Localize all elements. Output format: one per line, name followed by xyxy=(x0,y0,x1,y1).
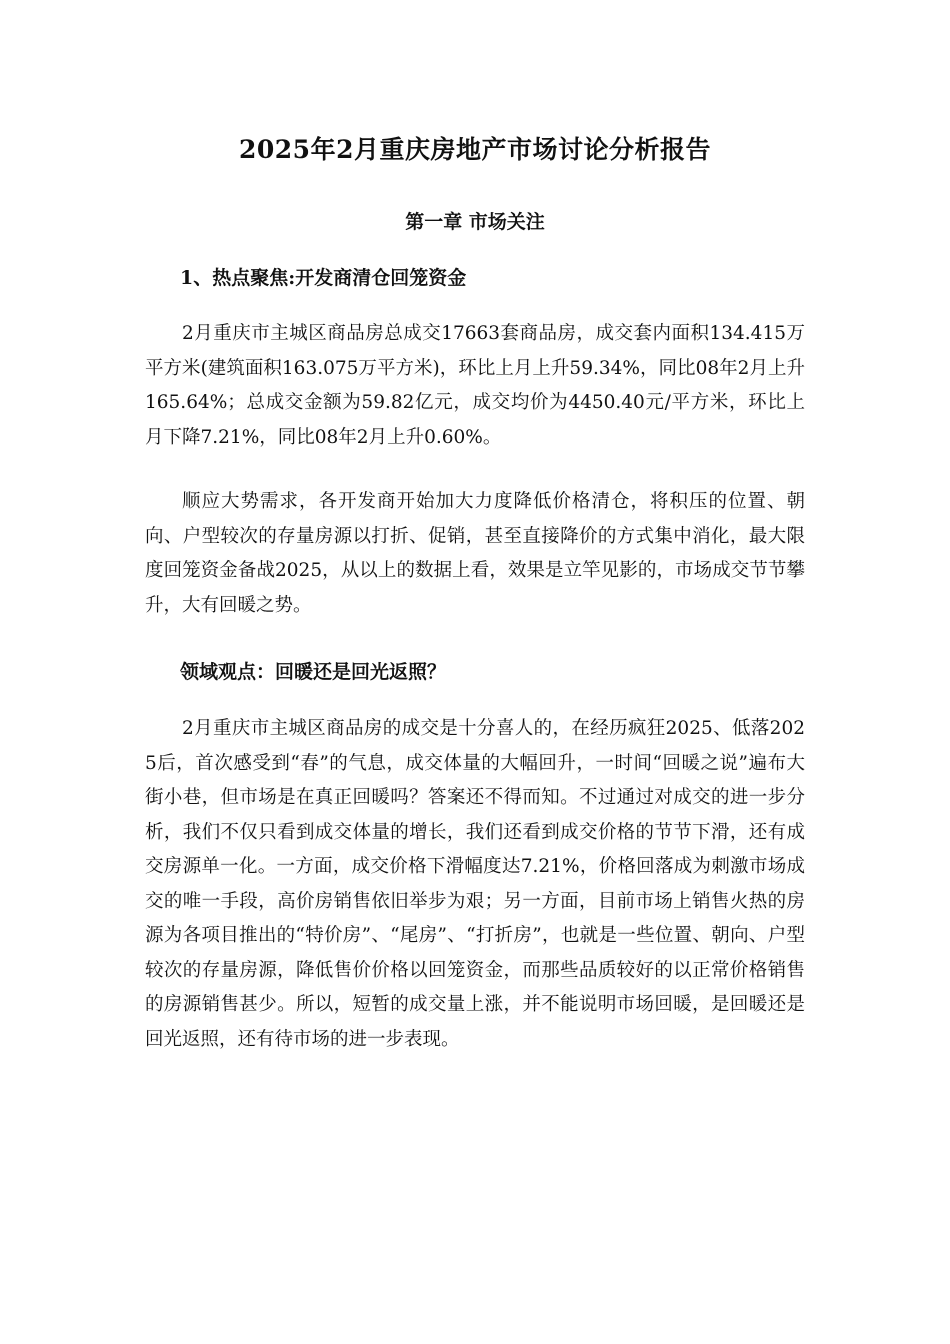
section-heading-viewpoint: 领域观点：回暖还是回光返照？ xyxy=(180,661,447,683)
section-heading-hotspot: 1、热点聚焦:开发商清仓回笼资金 xyxy=(180,267,467,289)
chapter-title: 第一章 市场关注 xyxy=(405,211,545,233)
paragraph-analysis: 2月重庆市主城区商品房的成交是十分喜人的，在经历疯狂2025、低落2025后，首次感受到“春”的气息，成交体量的大幅回升，一时间“回暖之说”遍布大街小巷，但市场是在真正回暖吗？答案还不得而知。不过通过对成交的进一步分析，我们不仅只看到成交体量的增长，我们还看到成交价格的节节下滑，还有成交房源单一化。一方面，成交价格下滑幅度达7.21%，价格回落成为刺激市场成交的唯一手段，高价房销售依旧举步为艰；另一方面，目前市场上销售火热的房源为各项目推出的“特价房”、“尾房”、“打折房”，也就是一些位置、朝向、户型较次的存量房源，降低售价价格以回笼资金，而那些品质较好的以正常价格销售的房源销售甚少。所以，短暂的成交量上涨，并不能说明市场回暖，是回暖还是回光返照，还有待市场的进一步表现。 xyxy=(145,718,805,1050)
paragraph-developer-clearance: 顺应大势需求，各开发商开始加大力度降低价格清仓，将积压的位置、朝向、户型较次的存量房源以打折、促销，甚至直接降价的方式集中消化，最大限度回笼资金备战2025，从以上的数据上看，效果是立竿见影的，市场成交节节攀升，大有回暖之势。 xyxy=(145,491,805,616)
paragraph-market-stats: 2月重庆市主城区商品房总成交17663套商品房，成交套内面积134.415万平方米(建筑面积163.075万平方米)，环比上月上升59.34%，同比08年2月上升165.64%；总成交金额为59.82亿元，成交均价为4450.40元/平方米，环比上月下降7.21%，同比08年2月上升0.60%。 xyxy=(145,323,805,448)
document-title: 2025年2月重庆房地产市场讨论分析报告 xyxy=(239,135,711,164)
